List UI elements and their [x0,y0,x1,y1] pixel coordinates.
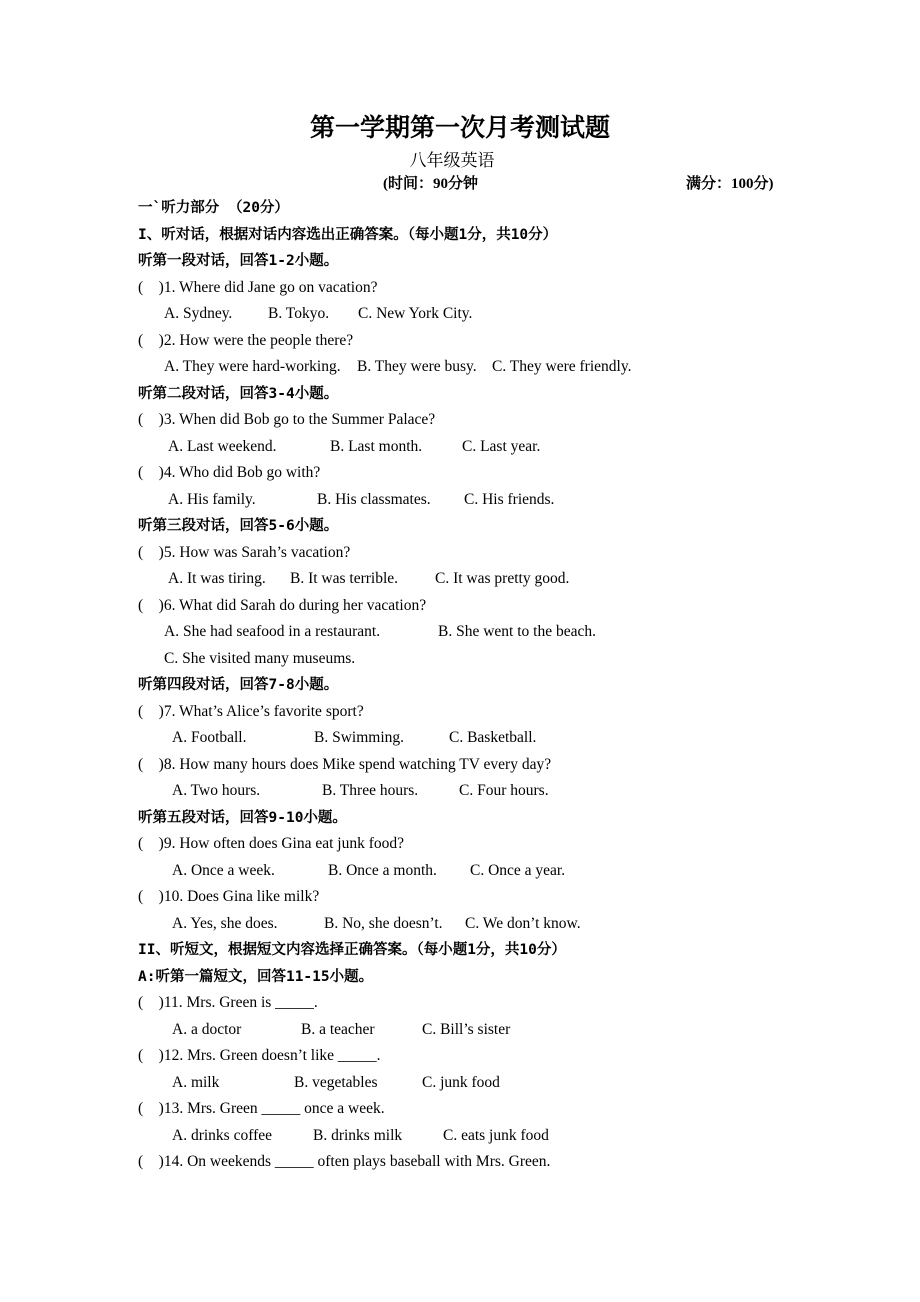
exam-full-score: 满分：100分) [686,176,774,192]
section-heading: 听第五段对话，回答9-10小题。 [138,809,347,826]
answer-option: B. a teacher [301,1020,375,1038]
question-text: ( )1. Where did Jane go on vacation? [138,278,378,296]
answer-options [138,566,838,593]
section-heading: 听第三段对话，回答5-6小题。 [138,518,339,534]
answer-options [138,1123,838,1150]
exam-time: (时间：90分钟 [383,176,478,192]
answer-option: A. drinks coffee [172,1126,273,1144]
answer-option: C. junk food [422,1073,500,1091]
question-text: ( )13. Mrs. Green _____ once a week. [138,1100,385,1117]
section-heading: 听第四段对话，回答7-8小题。 [138,677,339,693]
answer-option: A. Once a week. [172,861,275,879]
answer-option: C. It was pretty good. [435,570,570,587]
answer-option: B. Last month. [330,437,423,455]
exam-meta [0,172,920,194]
answer-option: A. They were hard-working. [164,358,341,375]
answer-options [138,434,838,461]
page-subtitle: 八年级英语 [409,151,495,171]
answer-options [138,1017,838,1044]
answer-options [138,619,838,646]
answer-option: C. Basketball. [449,729,537,746]
answer-options [138,1070,838,1097]
answer-option: B. Once a month. [328,861,437,879]
answer-option: C. His friends. [464,490,555,508]
answer-options [138,725,838,752]
section-heading: 一`听力部分 （20分） [138,200,289,216]
section-heading: 听第一段对话，回答1-2小题。 [138,253,339,269]
answer-option: A. Sydney. [164,305,233,322]
question-text: ( )4. Who did Bob go with? [138,464,321,481]
answer-options [138,858,838,885]
answer-options [138,301,838,328]
section-heading: I、听对话，根据对话内容选出正确答案。（每小题1分，共10分） [138,226,558,243]
section-heading: 听第二段对话，回答3-4小题。 [138,385,339,402]
question-text: ( )9. How often does Gina eat junk food? [138,835,405,852]
answer-option: B. No, she doesn’t. [324,914,443,932]
question-text: ( )2. How were the people there? [138,331,354,349]
question-text: ( )14. On weekends _____ often plays baseball with Mrs. Green. [138,1153,551,1170]
answer-option: B. Three hours. [322,782,419,799]
answer-option: A. It was tiring. [168,570,266,587]
answer-option: B. They were busy. [357,358,477,375]
answer-option: B. She went to the beach. [438,623,596,640]
section-heading: A:听第一篇短文，回答11-15小题。 [138,968,374,985]
answer-option: C. eats junk food [443,1126,549,1144]
answer-option: A. His family. [168,490,256,508]
question-text: ( )10. Does Gina like milk? [138,888,320,905]
question-text: ( )8. How many hours does Mike spend watching TV every day? [138,755,552,773]
answer-options [138,354,838,381]
answer-option: C. She visited many museums. [164,649,356,667]
answer-option: A. She had seafood in a restaurant. [164,623,381,640]
answer-option: A. Yes, she does. [172,914,278,932]
answer-option: A. Last weekend. [168,437,277,455]
answer-options [138,487,838,514]
answer-option: A. Two hours. [172,782,261,799]
answer-option: B. Tokyo. [268,305,330,322]
answer-option: C. Last year. [462,437,541,455]
answer-option: C. Four hours. [459,782,549,799]
exam-body [138,195,838,1176]
answer-option: A. milk [172,1073,220,1091]
answer-option: A. a doctor [172,1020,242,1038]
answer-option: C. Bill’s sister [422,1020,511,1038]
answer-option: B. His classmates. [317,490,431,508]
answer-option: C. New York City. [358,305,473,322]
question-text: ( )7. What’s Alice’s favorite sport? [138,702,364,720]
answer-option: C. Once a year. [470,861,566,879]
answer-option: C. They were friendly. [492,358,632,375]
answer-options [138,646,838,673]
page-title: 第一学期第一次月考测试题 [309,113,610,142]
section-heading: II、听短文，根据短文内容选择正确答案。（每小题1分，共10分） [138,942,566,958]
question-text: ( )6. What did Sarah do during her vacation? [138,596,427,614]
answer-options [138,911,838,938]
answer-option: B. Swimming. [314,729,405,746]
answer-option: C. We don’t know. [465,914,581,932]
question-text: ( )3. When did Bob go to the Summer Palace? [138,411,436,428]
question-text: ( )11. Mrs. Green is _____. [138,994,318,1011]
answer-option: A. Football. [172,729,247,746]
answer-option: B. vegetables [294,1073,378,1091]
question-text: ( )5. How was Sarah’s vacation? [138,543,351,561]
answer-option: B. It was terrible. [290,570,399,587]
answer-option: B. drinks milk [313,1126,403,1144]
question-text: ( )12. Mrs. Green doesn’t like _____. [138,1047,381,1064]
answer-options [138,778,838,805]
